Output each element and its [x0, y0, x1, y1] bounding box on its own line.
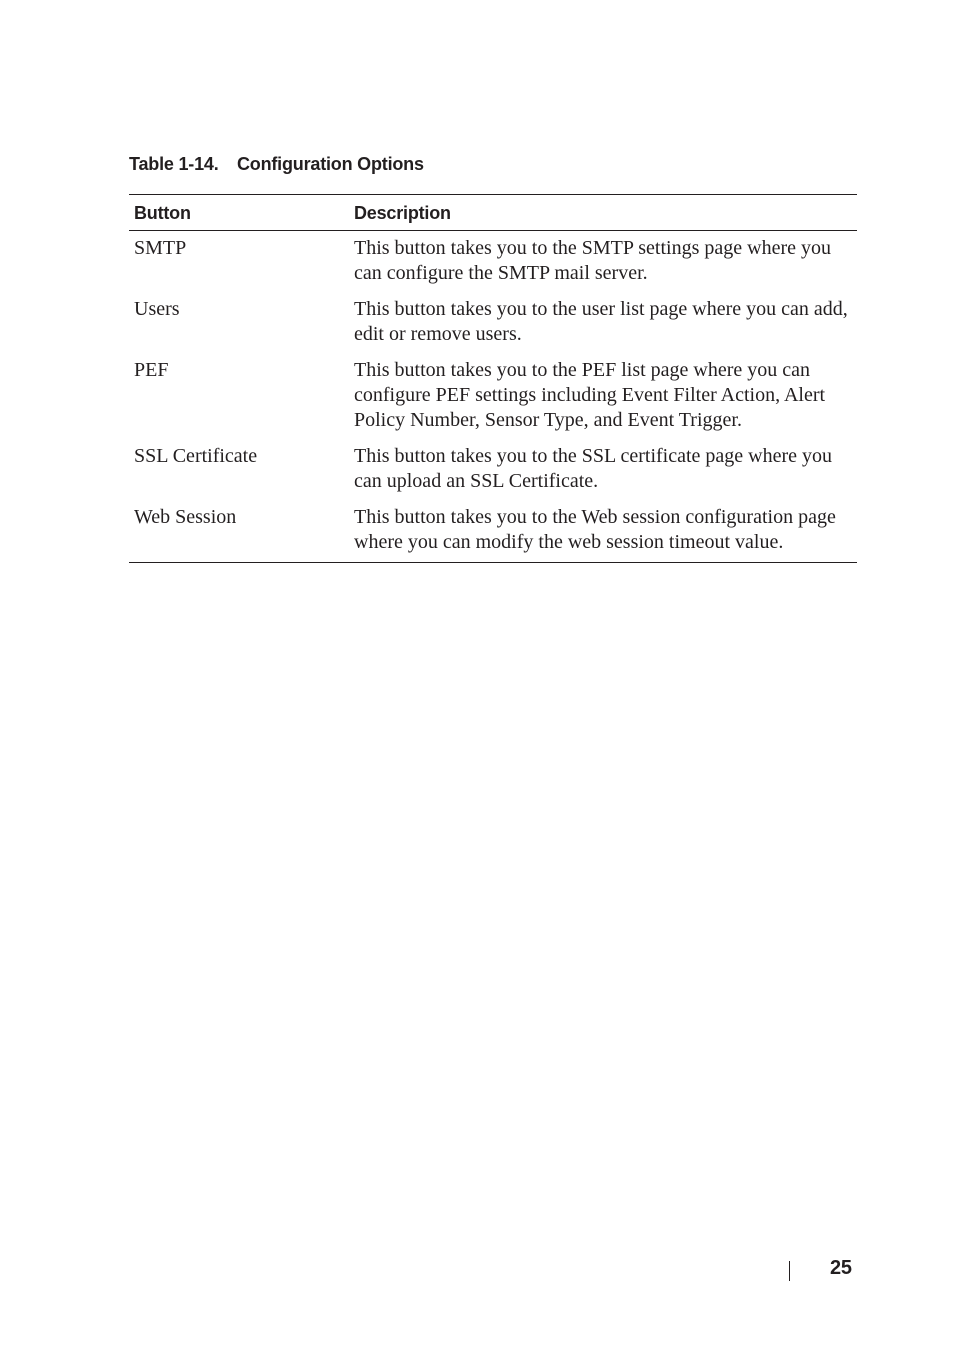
table-caption	[129, 154, 424, 175]
table-row	[129, 501, 857, 562]
table-caption-number: Table 1-14.	[129, 154, 219, 174]
cell-description: This button takes you to the user list page where you can add, edit or remove users.	[354, 298, 848, 345]
cell-button: SMTP	[134, 237, 187, 259]
cell-button: Web Session	[134, 506, 237, 528]
cell-description: This button takes you to the PEF list page where you can configure PEF settings including Event Filter Action, Alert Policy Number, Sensor Type, and Event Trigger.	[354, 359, 826, 431]
page-number: 25	[830, 1256, 852, 1279]
cell-description: This button takes you to the Web session configuration page where you can modify the web session timeout value.	[354, 506, 836, 553]
cell-description: This button takes you to the SSL certificate page where you can upload an SSL Certificate.	[354, 445, 833, 492]
table-row	[129, 354, 857, 440]
table-row	[129, 231, 857, 293]
cell-description: This button takes you to the SMTP settings page where you can configure the SMTP mail server.	[354, 237, 831, 284]
cell-button: SSL Certificate	[134, 445, 258, 467]
footer-divider	[789, 1261, 790, 1281]
cell-button: PEF	[134, 359, 169, 381]
configuration-options-table	[129, 194, 857, 563]
column-header-description: Description	[354, 202, 451, 223]
table-header-row	[129, 195, 857, 231]
cell-button: Users	[134, 298, 180, 320]
page-footer	[789, 1256, 852, 1280]
table-row	[129, 293, 857, 354]
table-row	[129, 440, 857, 501]
column-header-button: Button	[134, 202, 191, 223]
table-caption-title: Configuration Options	[237, 154, 424, 174]
